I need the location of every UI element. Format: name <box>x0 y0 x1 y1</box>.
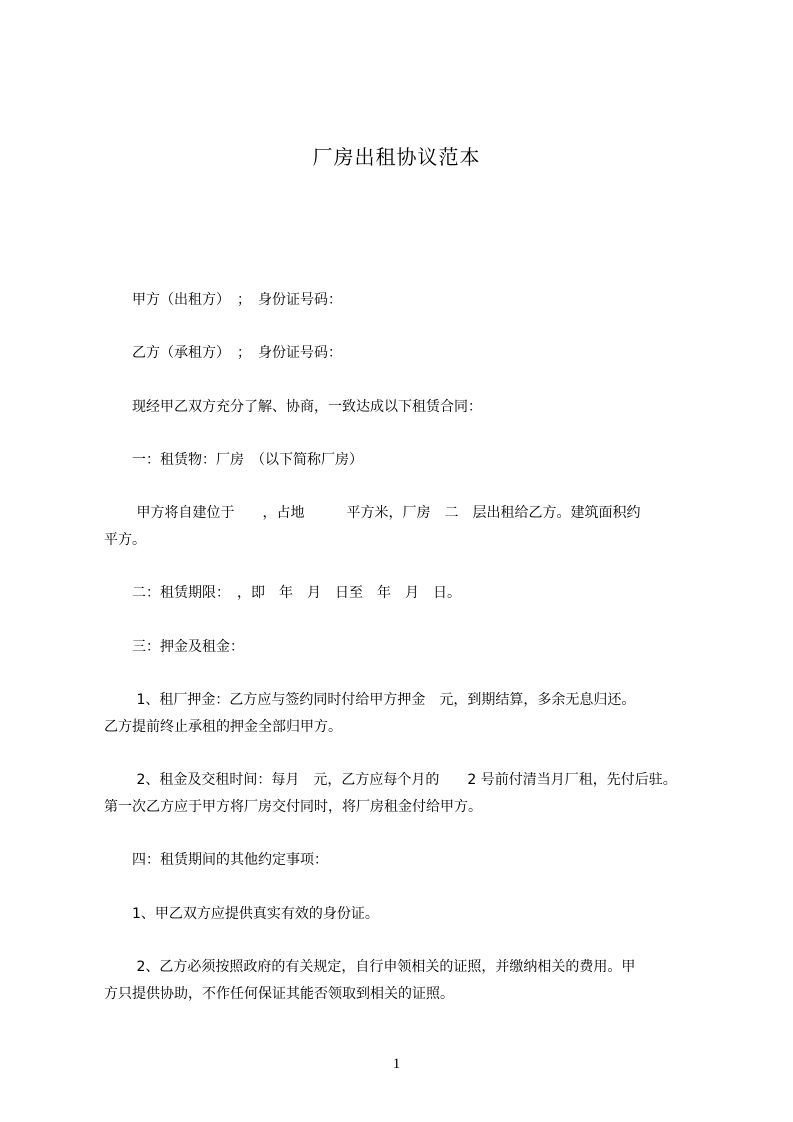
text-line: 方只提供协助，不作任何保证其能否领取到相关的证照。 <box>104 986 454 1002</box>
section-2-lease-term <box>104 580 720 607</box>
party-a-line <box>104 287 720 314</box>
text-line: 2、乙方必须按照政府的有关规定，自行申领相关的证照，并缴纳相关的费用。甲 <box>104 959 636 975</box>
license-clause <box>104 954 720 1008</box>
agreement-intro <box>104 394 720 421</box>
text-line: 1、甲乙双方应提供真实有效的身份证。 <box>104 906 379 922</box>
premises-description <box>104 500 720 554</box>
party-b-line <box>104 340 720 367</box>
id-clause <box>104 901 720 928</box>
section-3-heading <box>104 634 720 661</box>
text-line: 四：租赁期间的其他约定事项： <box>104 852 328 868</box>
text-line: 一：租赁物：厂房 （以下简称厂房） <box>104 452 363 468</box>
section-1-heading <box>104 447 720 474</box>
text-line: 三：押金及租金： <box>104 639 244 655</box>
text-line: 1、租厂押金：乙方应与签约同时付给甲方押金 元，到期结算，多余无息归还。 <box>104 692 636 708</box>
text-line: 第一次乙方应于甲方将厂房交付同时，将厂房租金付给甲方。 <box>104 799 482 815</box>
text-line: 2、租金及交租时间：每月 元，乙方应每个月的 2 号前付清当月厂租，先付后驻。 <box>104 772 677 788</box>
text-line: 乙方（承租方） ； 身份证号码： <box>104 345 342 361</box>
document-title: 厂房出租协议范本 <box>312 145 481 169</box>
text-line: 乙方提前终止承租的押金全部归甲方。 <box>104 719 342 735</box>
text-line: 二：租赁期限： ，即 年 月 日至 年 月 日。 <box>104 585 461 601</box>
deposit-clause <box>104 687 720 741</box>
page-number: 1 <box>392 1056 401 1072</box>
text-line: 甲方将自建位于 ，占地 平方米，厂房 二 层出租给乙方。建筑面积约 <box>104 505 641 521</box>
text-line: 现经甲乙双方充分了解、协商，一致达成以下租赁合同： <box>104 399 482 415</box>
section-4-heading <box>104 847 720 874</box>
text-line: 平方。 <box>104 532 146 548</box>
text-line: 甲方（出租方） ； 身份证号码： <box>104 292 342 308</box>
rent-clause <box>104 767 720 821</box>
